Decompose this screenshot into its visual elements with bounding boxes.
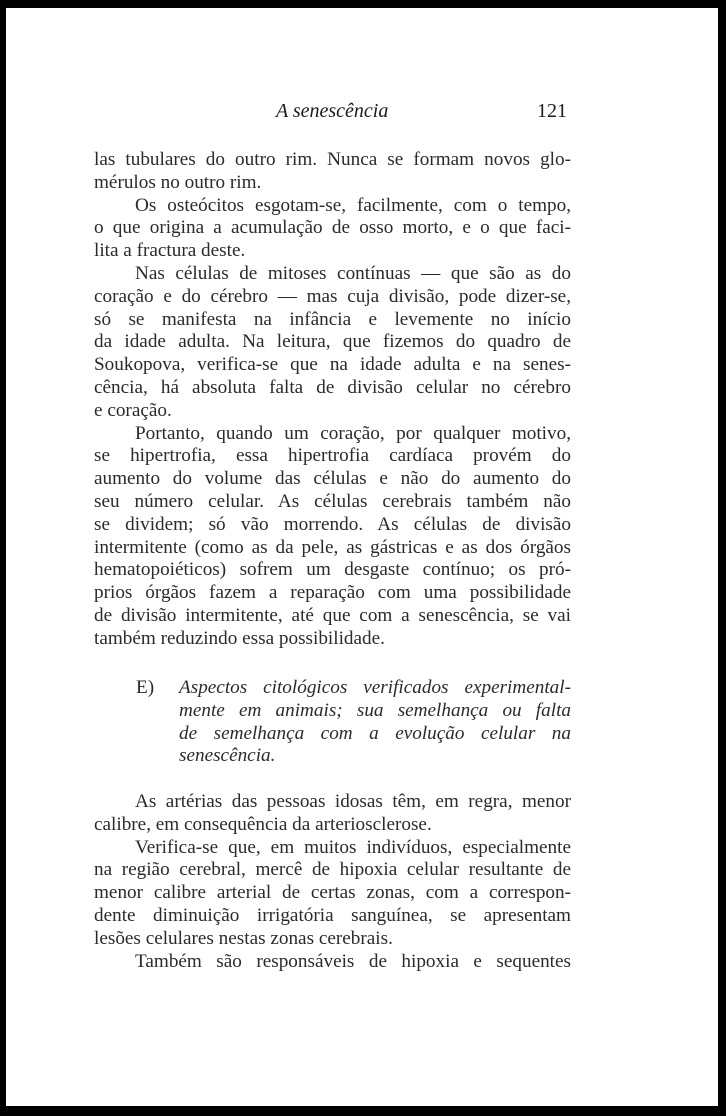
text-line: As artérias das pessoas idosas têm, em regra, menor (135, 791, 571, 812)
chapter-title: A senescência (276, 100, 389, 122)
page-number: 121 (537, 100, 567, 122)
body-text-bottom (94, 791, 571, 973)
text-line: Nas células de mitoses contínuas — que são as do (135, 262, 571, 284)
text-line: de divisão intermitente, até que com a senescência, se vai (94, 604, 571, 626)
text-line: Portanto, quando um coração, por qualquer motivo, (135, 422, 571, 444)
text-line: prios órgãos fazem a reparação com uma possibilidade (94, 582, 571, 604)
section-title-line: senescência. (179, 745, 276, 767)
text-line: se dividem; só vão morrendo. As células de divisão (94, 513, 571, 535)
text-line: coração e do cérebro — mas cuja divisão, pode dizer-se, (94, 285, 571, 307)
section-title-line: de semelhança com a evolução celular na (179, 722, 571, 744)
text-line: cência, há absoluta falta de divisão celular no cérebro (94, 376, 571, 398)
body-text-top (94, 149, 571, 651)
text-line: seu número celular. As células cerebrais também não (94, 490, 571, 512)
text-line: Também são responsáveis de hipoxia e sequentes (135, 950, 571, 972)
text-line: só se manifesta na infância e levemente no início (94, 308, 571, 330)
text-line: Verifica-se que, em muitos indivíduos, especialmente (135, 836, 571, 858)
text-line: lesões celulares nestas zonas cerebrais. (94, 927, 393, 949)
text-line: hematopoiéticos) sofrem um desgaste contínuo; os pró- (94, 559, 571, 581)
section-letter: E) (136, 677, 155, 698)
section-title (179, 677, 571, 768)
text-line: e coração. (94, 399, 172, 421)
text-line: lita a fractura deste. (94, 240, 246, 262)
text-line: menor calibre arterial de certas zonas, com a correspon- (94, 882, 571, 904)
text-line: se hipertrofia, essa hipertrofia cardíaca provém do (94, 445, 571, 467)
text-line: dente diminuição irrigatória sanguínea, se apresentam (94, 904, 571, 926)
text-line: mérulos no outro rim. (94, 171, 262, 193)
section-title-line: mente em animais; sua semelhança ou falta (179, 699, 571, 721)
text-line: o que origina a acumulação de osso morto, e o que faci- (94, 217, 571, 239)
text-line: Soukopova, verifica-se que na idade adulta e na senes- (94, 354, 571, 376)
text-line: Os osteócitos esgotam-se, facilmente, com o tempo, (135, 194, 571, 216)
text-line: calibre, em consequência da arteriosclerose. (94, 813, 432, 835)
section-title-line: Aspectos citológicos verificados experimental- (179, 677, 571, 698)
text-line: intermitente (como as da pele, as gástricas e as dos órgãos (94, 536, 571, 558)
text-line: também reduzindo essa possibilidade. (94, 627, 385, 649)
text-line: da idade adulta. Na leitura, que fizemos do quadro de (94, 331, 571, 353)
text-line: las tubulares do outro rim. Nunca se formam novos glo- (94, 149, 571, 170)
text-line: aumento do volume das células e não do aumento do (94, 468, 571, 490)
book-page (6, 8, 718, 1106)
text-line: na região cerebral, mercê de hipoxia celular resultante de (94, 859, 571, 881)
